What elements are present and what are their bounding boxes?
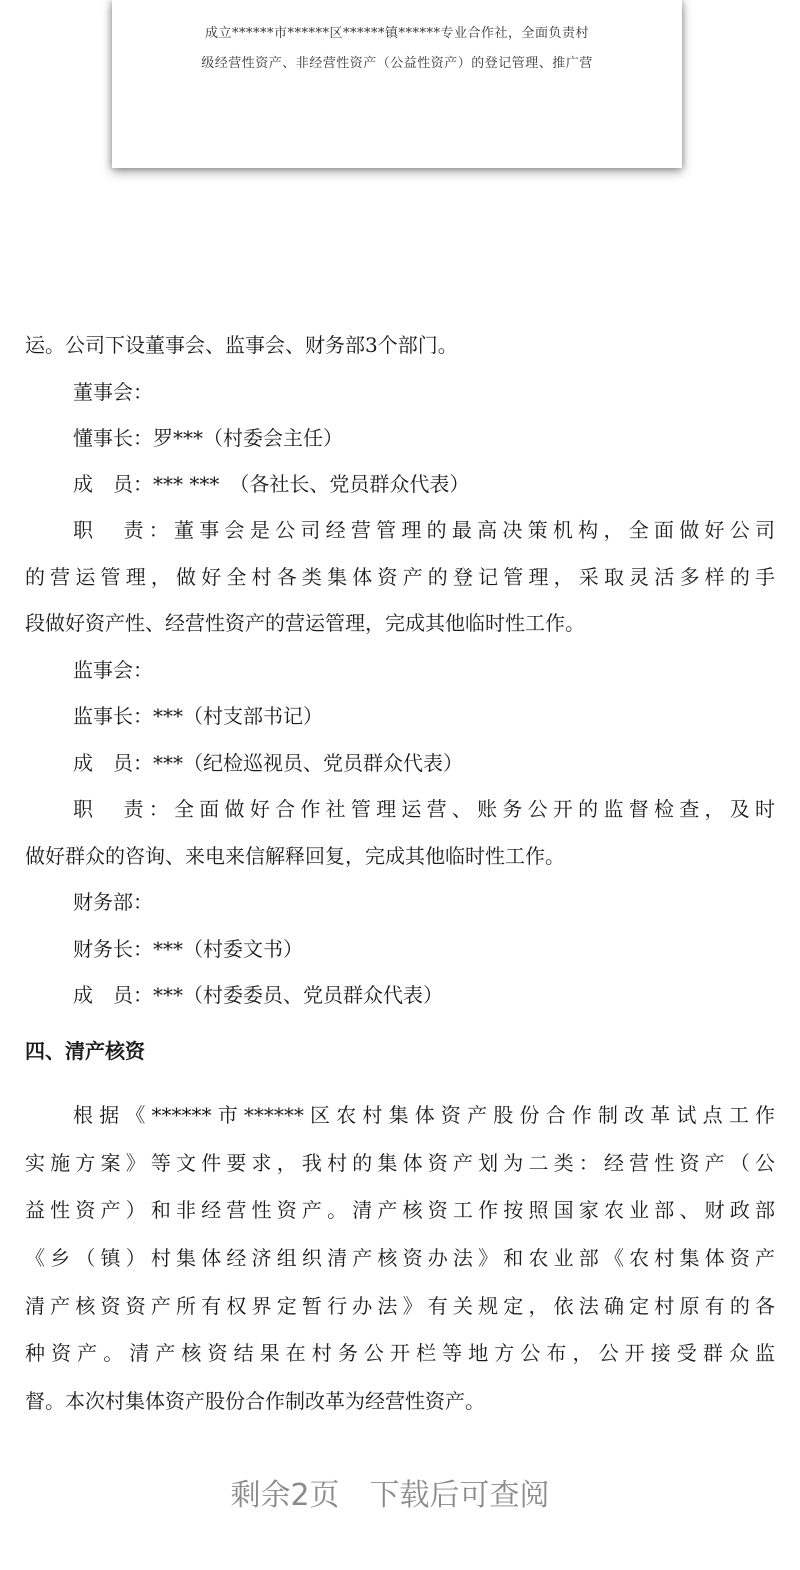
paragraph-line: 种资产。清产核资结果在村务公开栏等地方公布，公开接受群众监: [25, 1341, 775, 1365]
body-line: 监事长：***（村支部书记）: [73, 704, 323, 728]
paragraph-line: 《乡（镇）村集体经济组织清产核资办法》和农业部《农村集体资产: [25, 1246, 775, 1270]
previous-page-card: [112, 0, 682, 168]
previous-page-line: 成立******市******区******镇******专业合作社，全面负责村: [204, 26, 589, 41]
body-line: 的营运管理，做好全村各类集体资产的登记管理，采取灵活多样的手: [25, 565, 775, 589]
paragraph-line: 清产核资资产所有权界定暂行办法》有关规定，依法确定村原有的各: [25, 1294, 775, 1318]
section-label-board: 董事会：: [73, 380, 153, 404]
paragraph-line: 实施方案》等文件要求，我村的集体资产划为二类：经营性资产（公: [25, 1151, 775, 1175]
body-line: 财务长：***（村委文书）: [73, 937, 303, 961]
body-line: 成 员：***（纪检巡视员、党员群众代表）: [73, 751, 463, 775]
body-line: 做好群众的咨询、来电来信解释回复，完成其他临时性工作。: [25, 844, 565, 868]
section-label-supervisory: 监事会：: [73, 658, 153, 682]
body-line: 成 员：*** *** （各社长、党员群众代表）: [73, 472, 470, 496]
section-label-finance: 财务部：: [73, 890, 153, 914]
body-line: 职 责：董事会是公司经营管理的最高决策机构，全面做好公司: [73, 518, 775, 542]
body-line: 成 员：***（村委委员、党员群众代表）: [73, 983, 443, 1007]
section-heading: 四、清产核资: [25, 1039, 145, 1063]
body-line: 职 责：全面做好合作社管理运营、账务公开的监督检查，及时: [73, 797, 775, 821]
body-line: 运。公司下设董事会、监事会、财务部3个部门。: [25, 333, 458, 357]
remaining-pages-prompt[interactable]: 剩余2页 下载后可查阅: [230, 1478, 550, 1513]
body-line: 懂事长：罗***（村委会主任）: [73, 426, 343, 450]
previous-page-line: 级经营性资产、非经营性资产（公益性资产）的登记管理、推广营: [201, 56, 593, 71]
body-line: 段做好资产性、经营性资产的营运管理，完成其他临时性工作。: [25, 611, 585, 635]
paragraph-line: 益性资产）和非经营性资产。清产核资工作按照国家农业部、财政部: [25, 1198, 775, 1222]
paragraph-line: 根据《******市******区农村集体资产股份合作制改革试点工作: [73, 1103, 775, 1127]
paragraph-line: 督。本次村集体资产股份合作制改革为经营性资产。: [25, 1389, 485, 1413]
